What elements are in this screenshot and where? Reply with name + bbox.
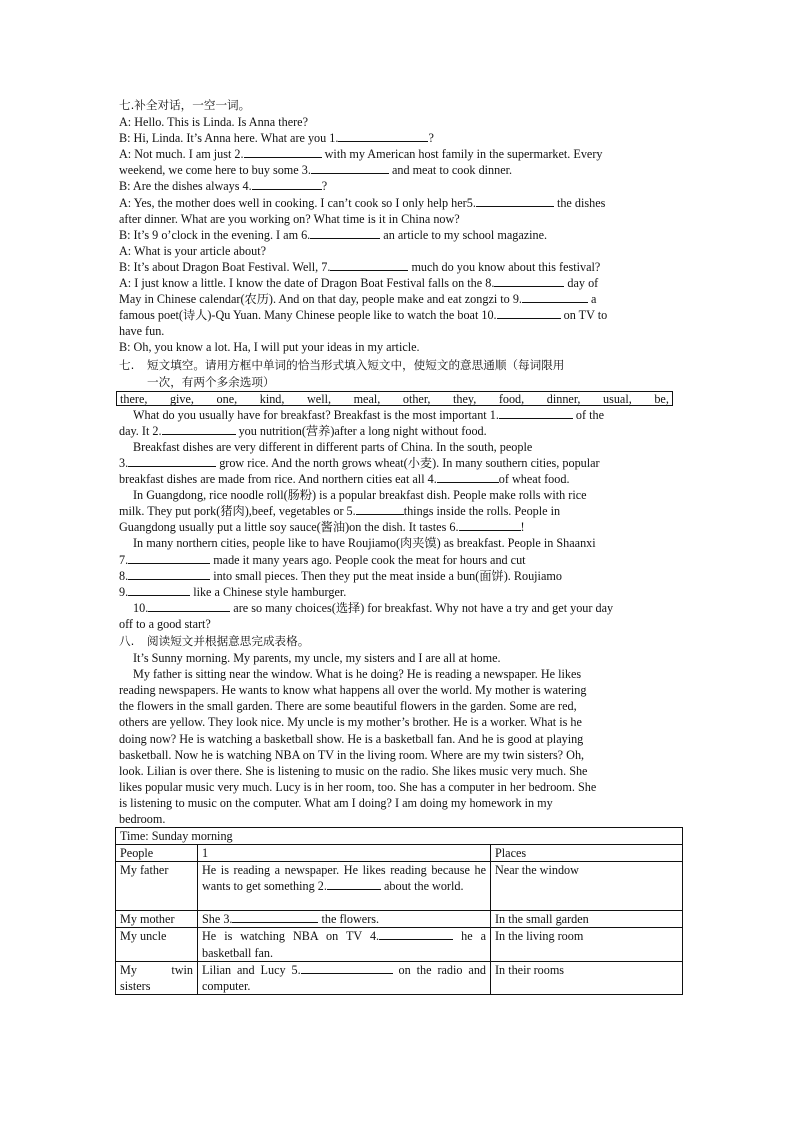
dialogue-line: A: Hello. This is Linda. Is Anna there? <box>119 115 308 130</box>
table-cell-person: My twin sisters <box>116 961 198 994</box>
dialogue-line: B: It’s about Dragon Boat Festival. Well, 7. much do you know about this festival? <box>119 259 601 274</box>
dialogue-line: May in Chinese calendar(农历). And on that day, people make and eat zongzi to 9. a <box>119 292 597 307</box>
reading-line: reading newspapers. He wants to know what happens all over the world. My mother is watering <box>119 683 587 698</box>
table-header: People <box>116 845 198 862</box>
section-number: 七. <box>119 98 135 112</box>
answer-blank[interactable] <box>128 552 210 564</box>
answer-blank[interactable] <box>128 584 190 596</box>
table-cell-action: She 3. the flowers. <box>198 911 491 928</box>
word-option: dinner, <box>546 391 581 406</box>
info-table <box>115 827 683 995</box>
dialogue-line: B: Hi, Linda. It’s Anna here. What are you 1. ? <box>119 131 434 146</box>
dialogue-line: A: I just know a little. I know the date of Dragon Boat Festival falls on the 8. day of <box>119 276 599 291</box>
answer-blank[interactable] <box>497 307 561 319</box>
passage-line: Guangdong usually put a little soy sauce(酱油)on the dish. It tastes 6. ! <box>119 520 525 535</box>
table-cell-person: My father <box>116 862 198 911</box>
section-title-dialogue <box>119 97 680 113</box>
dialogue-line: B: Oh, you know a lot. Ha, I will put your ideas in my article. <box>119 340 420 355</box>
table-cell-action: He is reading a newspaper. He likes reading because he wants to get something 2. about the world. <box>198 862 491 911</box>
table-cell-person: My uncle <box>116 928 198 961</box>
answer-blank[interactable] <box>162 423 236 435</box>
passage-line: 10. are so many choices(选择) for breakfast. Why not have a try and get your day <box>133 600 614 615</box>
table-cell-place: In the small garden <box>491 911 683 928</box>
dialogue-line: A: What is your article about? <box>119 243 266 258</box>
section-instruction: 阅读短文并根据意思完成表格。 <box>147 634 310 648</box>
reading-line: is listening to music on the computer. What am I doing? I am doing my homework in my <box>119 795 553 810</box>
word-option: well, <box>307 391 332 406</box>
dialogue-line: A: Not much. I am just 2. with my American host family in the supermarket. Every <box>119 147 603 162</box>
reading-line: My father is sitting near the window. What is he doing? He is reading a newspaper. He likes <box>133 667 582 682</box>
dialogue-line: B: It’s 9 o’clock in the evening. I am 6. an article to my school magazine. <box>119 227 548 242</box>
table-row <box>116 828 683 845</box>
table-row <box>116 928 683 961</box>
answer-blank[interactable] <box>148 600 230 612</box>
word-option: kind, <box>259 391 285 406</box>
table-row <box>116 862 683 911</box>
dialogue-line: after dinner. What are you working on? What time is it in China now? <box>119 211 460 226</box>
passage-line: What do you usually have for breakfast? Breakfast is the most important 1. of the <box>133 407 605 422</box>
answer-blank[interactable] <box>301 962 393 974</box>
passage-line: In Guangdong, rice noodle roll(肠粉) is a popular breakfast dish. People make rolls with rice <box>133 488 587 503</box>
reading-line: likes popular music very much. Lucy is in her room, too. She has a computer in her bedroom. She <box>119 779 597 794</box>
word-option: food, <box>498 391 525 406</box>
word-option: other, <box>402 391 431 406</box>
word-bank <box>116 391 673 406</box>
answer-blank[interactable] <box>327 878 381 890</box>
answer-blank[interactable] <box>459 519 521 531</box>
answer-blank[interactable] <box>244 146 322 158</box>
section-instruction: 短文填空。请用方框中单词的恰当形式填入短文中，使短文的意思通顺（每词限用 <box>147 357 565 372</box>
table-header: Places <box>491 845 683 862</box>
section-number: 七. <box>119 357 135 372</box>
answer-blank[interactable] <box>330 259 408 271</box>
answer-blank[interactable] <box>356 503 404 515</box>
word-option: there, <box>120 391 148 406</box>
answer-blank[interactable] <box>128 568 210 580</box>
word-option: they, <box>453 391 477 406</box>
table-row <box>116 961 683 994</box>
table-row <box>116 911 683 928</box>
passage-line: breakfast dishes are made from rice. And northern cities eat all 4. of wheat food. <box>119 472 570 487</box>
table-cell-action: Lilian and Lucy 5. on the radio and computer. <box>198 961 491 994</box>
answer-blank[interactable] <box>476 195 554 207</box>
worksheet-page <box>119 96 680 995</box>
answer-blank[interactable] <box>310 227 380 239</box>
answer-blank[interactable] <box>437 471 499 483</box>
reading-line: look. Lilian is over there. She is listening to music on the radio. She likes music very much. She <box>119 763 588 778</box>
reading-line: It’s Sunny morning. My parents, my uncle, my sisters and I are all at home. <box>133 651 501 666</box>
answer-blank[interactable] <box>494 275 564 287</box>
word-option: be, <box>654 391 669 406</box>
section-number: 八. <box>119 634 135 648</box>
passage-line: milk. They put pork(猪肉),beef, vegetables or 5. things inside the rolls. People in <box>119 504 561 519</box>
reading-line: others are yellow. They look nice. My uncle is my mother’s brother. He is a worker. What is he <box>119 715 582 730</box>
passage-line: day. It 2. you nutrition(营养)after a long night without food. <box>119 423 487 438</box>
table-header-row <box>116 845 683 862</box>
dialogue-line: A: Yes, the mother does well in cooking. I can’t cook so I only help her5. the dishes <box>119 195 606 210</box>
answer-blank[interactable] <box>338 130 428 142</box>
section-title-reading <box>119 633 680 649</box>
table-time-cell: Time: Sunday morning <box>116 828 683 845</box>
passage-line: off to a good start? <box>119 616 211 631</box>
passage-line: 3. grow rice. And the north grows wheat(小麦). In many southern cities, popular <box>119 455 600 470</box>
word-option: usual, <box>603 391 632 406</box>
table-header: 1 <box>198 845 491 862</box>
answer-blank[interactable] <box>252 178 322 190</box>
reading-line: bedroom. <box>119 812 166 827</box>
answer-blank[interactable] <box>128 455 216 467</box>
table-cell-action: He is watching NBA on TV 4. he a basketball fan. <box>198 928 491 961</box>
section-title-passage <box>119 357 680 373</box>
passage-line: 9. like a Chinese style hamburger. <box>119 584 347 599</box>
reading-line: doing now? He is watching a basketball show. He is a basketball fan. And he is good at playing <box>119 731 584 746</box>
passage-line: In many northern cities, people like to have Roujiamo(肉夹馍) as breakfast. People in Shaanxi <box>133 536 596 551</box>
dialogue-line: weekend, we come here to buy some 3. and meat to cook dinner. <box>119 163 513 178</box>
dialogue-line: B: Are the dishes always 4. ? <box>119 179 328 194</box>
word-option: give, <box>169 391 194 406</box>
answer-blank[interactable] <box>522 291 588 303</box>
answer-blank[interactable] <box>311 162 389 174</box>
answer-blank[interactable] <box>379 928 453 940</box>
word-option: meal, <box>353 391 381 406</box>
dialogue-line: have fun. <box>119 324 165 339</box>
answer-blank[interactable] <box>232 911 318 923</box>
section-instruction: 补全对话，一空一词。 <box>134 98 251 112</box>
passage-line: Breakfast dishes are very different in different parts of China. In the south, people <box>133 439 533 454</box>
dialogue-line: famous poet(诗人)-Qu Yuan. Many Chinese people like to watch the boat 10. on TV to <box>119 308 608 323</box>
reading-line: the flowers in the small garden. There are some beautiful flowers in the garden. Some are red, <box>119 699 577 714</box>
word-option: one, <box>216 391 238 406</box>
passage-line: 7. made it many years ago. People cook the meat for hours and cut <box>119 552 526 567</box>
table-cell-person: My mother <box>116 911 198 928</box>
passage-line: 8. into small pieces. Then they put the meat inside a bun(面饼). Roujiamo <box>119 568 562 583</box>
table-cell-place: Near the window <box>491 862 683 911</box>
table-cell-place: In their rooms <box>491 961 683 994</box>
table-cell-place: In the living room <box>491 928 683 961</box>
section-instruction-cont: 一次，有两个多余选项） <box>147 374 275 389</box>
answer-blank[interactable] <box>499 407 573 419</box>
reading-line: basketball. Now he is watching NBA on TV in the living room. Where are my twin sisters? Oh, <box>119 747 585 762</box>
